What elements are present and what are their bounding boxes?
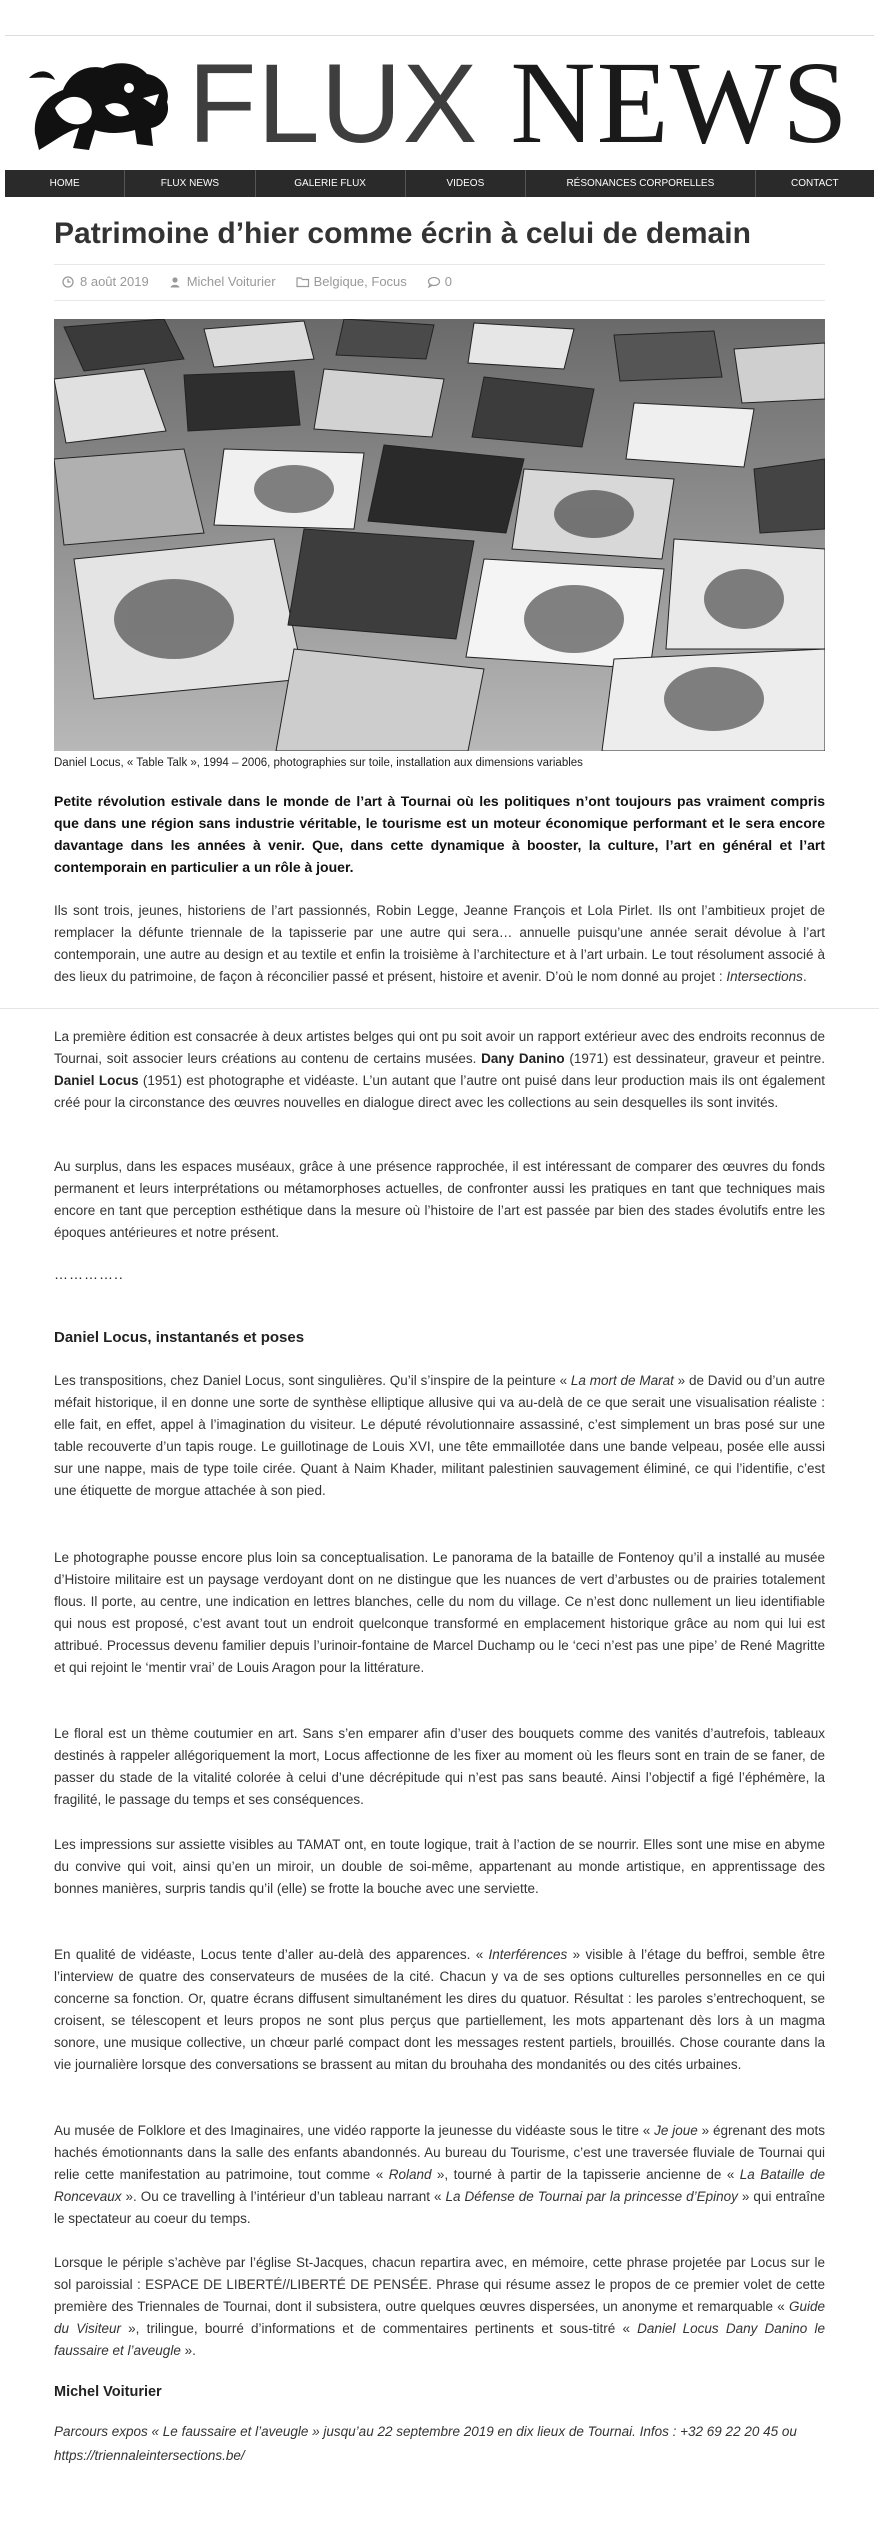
article-date: 8 août 2019 xyxy=(80,274,149,289)
clock-icon xyxy=(62,276,74,288)
paragraph-10: Lorsque le périple s’achève par l’église St-Jacques, chacun repartira avec, en mémoire, cette phrase projetée par Locus sur le sol paroissial : ESPACE DE LIBERTÉ//LIBERTÉ DE PENSÉE. Phrase qui résume assez le propos de ce premier volet de cette première des Triennales de Tournai, dont il subsistera, outre quelques œuvres dispersées, un anonyme et remarquable « Guide du Visiteur », trilingue, bourré d’informations et de commentaires pertinents et sous-titré « Daniel Locus Dany Danino le faussaire et l’aveugle ». xyxy=(54,2255,826,2358)
section-divider xyxy=(0,1008,879,1009)
exhibition-info: Parcours expos « Le faussaire et l’aveugle » jusqu’au 22 septembre 2019 en dix lieux de Tournai. Infos : +32 69 22 20 45 ou https://triennaleintersections.be/ xyxy=(54,2424,797,2463)
nav-item-flux-news[interactable]: FLUX NEWS xyxy=(125,170,255,197)
paragraph-7: Les impressions sur assiette visibles au TAMAT ont, en toute logique, trait à l’action de se nourrir. Elles sont une mise en abyme du convive qui voit, ainsi qu’en un miroir, un double de soi-même, appartenant au monde artistique, en apprentissage des bonnes manières, surpris tandis qu’il (elle) se frotte la bouche avec une serviette. xyxy=(54,1837,825,1896)
brand-news: NEWS xyxy=(510,37,849,168)
title-divider xyxy=(54,264,825,265)
user-icon xyxy=(169,276,181,288)
paragraph-1: Ils sont trois, jeunes, historiens de l’art passionnés, Robin Legge, Jeanne François et Lola Pirlet. Ils ont l’ambitieux projet de remplacer la défunte triennale de la tapisserie par une autre qui sera… annuelle puisqu’une année serait dévolue à l’art contemporain, une autre au design et au textile et enfin la troisième à l’architecture et à l’art urbain. Le tout résolument associé à des lieux du patrimoine, de façon à réconcilier passé et présent, histoire et avenir. D’où le nom donné au projet : Intersections. xyxy=(54,903,825,984)
site-header xyxy=(5,35,874,172)
article-photo xyxy=(54,319,825,751)
nav-item-resonances-corporelles[interactable]: RÉSONANCES CORPORELLES xyxy=(526,170,756,197)
paragraph-2: La première édition est consacrée à deux artistes belges qui ont pu soit avoir un rapport extérieur avec des endroits reconnus de Tournai, soit associer leurs créations au contenu de certains musées. Dany Danino (1971) est dessinateur, graveur et peintre. Daniel Locus (1951) est photographe et vidéaste. L’un autant que l’autre ont puisé dans leur production mais ils ont également créé pour la circonstance des œuvres nouvelles en dialogue direct avec les collections au sein desquelles ils sont invités. xyxy=(54,1029,826,1110)
article-categories[interactable]: Belgique, Focus xyxy=(313,274,407,289)
article-signature: Michel Voiturier xyxy=(54,2384,162,2400)
folder-icon xyxy=(296,276,308,288)
brand-flux: FLUX xyxy=(188,41,479,166)
nav-item-galerie-flux[interactable]: GALERIE FLUX xyxy=(256,170,406,197)
paragraph-6: Le floral est un thème coutumier en art. Sans s’en emparer afin d’user des bouquets comme des vanités d’autrefois, tableaux destinés à rappeler allégoriquement la mort, Locus affectionne de les fixer au moment où les fleurs sont en train de se faner, de passer du stade de la vitalité colorée à celui d’une décrépitude qui n’est pas sans beauté. Ainsi l’objectif a figé l’éphémère, la fragilité, le passage du temps et ses conséquences. xyxy=(54,1726,825,1807)
article-title: Patrimoine d’hier comme écrin à celui de demain xyxy=(54,217,751,250)
nav-item-videos[interactable]: VIDEOS xyxy=(406,170,526,197)
comment-count[interactable]: 0 xyxy=(444,274,453,289)
site-brand[interactable] xyxy=(188,37,849,168)
paragraph-8: En qualité de vidéaste, Locus tente d’aller au-delà des apparences. « Interférences » visible à l’étage du beffroi, semble être l’interview de quatre des conservateurs de musées de la cité. Chacun y va de ses options culturelles personnelles en ce qui concerne sa fonction. Or, quatre écrans diffusent simultanément les dires du quatuor. Résultat : les paroles s’entrechoquent, se croisent, se télescopent et leurs propos ne sont plus perçus que partiellement, les mots appartenant dès lors à un magma sonore, une musique collective, un chœur parlé compact dont les messages restent partiels, brouillés. Chose courante dans la vie journalière lorsque des conversations se brassent au mitan du brouhaha des mondanités ou des cités urbaines. xyxy=(54,1947,825,2072)
article-lead: Petite révolution estivale dans le monde de l’art à Tournai où les politiques n’ont toujours pas vraiment compris que dans une région sans industrie véritable, le tourisme est un moteur économique performant et le sera encore davantage dans les années à venir. Que, dans cette dynamique à booster, la culture, l’art en général et l’art contemporain en particulier a un rôle à jouer. xyxy=(54,793,825,875)
main-nav xyxy=(5,170,874,197)
paragraph-3: Au surplus, dans les espaces muséaux, grâce à une présence rapprochée, il est intéressant de comparer des œuvres du fonds permanent et leurs interprétations ou métamorphoses actuelles, de confronter aussi les pratiques en tant que techniques mais encore en tant que perception esthétique dans la mesure où l’histoire de l’art est passée par bien des stades évolutifs entre les époques antérieures et notre présent. xyxy=(54,1159,825,1240)
article-author[interactable]: Michel Voiturier xyxy=(186,274,276,289)
paragraph-5: Le photographe pousse encore plus loin sa conceptualisation. Le panorama de la bataille de Fontenoy qu’il a installé au musée d’Histoire militaire est un paysage verdoyant dont on ne distingue que les nuances de vert d’arbustes ou de prairies totalement flous. Il porte, au centre, une indication en lettres blanches, celle du nom du village. Ce n’est donc nullement un lieu identifiable qui nous est proposé, c’est avant tout un endroit quelconque transformé en emplacement historique grâce au nom qui lui est attribué. Processus devenu familier depuis l’urinoir-fontaine de Marcel Duchamp ou le ‘ceci n’est pas une pipe’ de René Magritte et qui rejoint le ‘mentir vrai’ de Louis Aragon pour la littérature. xyxy=(54,1550,825,1675)
lion-logo-icon[interactable] xyxy=(25,54,175,158)
separator-dots: ………….. xyxy=(54,1266,124,1282)
photo-caption: Daniel Locus, « Table Talk », 1994 – 2006, photographies sur toile, installation aux dimensions variables xyxy=(54,757,583,769)
comment-icon xyxy=(427,276,439,288)
nav-item-contact[interactable]: CONTACT xyxy=(791,178,839,189)
article-meta xyxy=(62,274,452,289)
paragraph-4: Les transpositions, chez Daniel Locus, sont singulières. Qu’il s’inspire de la peinture « La mort de Marat » de David ou d’un autre méfait historique, il en donne une sorte de synthèse elliptique allusive qui va au-delà de ce que serait une visualisation réaliste : elle fait, en effet, appel à l’imagination du visiteur. Le député révolutionnaire assassiné, c’est simplement un bras posé sur une table recouverte d’un tapis rouge. Le guillotinage de Louis XVI, une tête emmaillotée dans une bande velpeau, posée elle aussi sur une nappe, mais de type toile cirée. Quant à Naim Khader, militant palestinien sauvagement éliminé, ce qui l’identifie, c’est une étiquette de morgue attachée à son pied. xyxy=(54,1373,825,1498)
meta-divider xyxy=(54,300,825,301)
paragraph-9: Au musée de Folklore et des Imaginaires, une vidéo rapporte la jeunesse du vidéaste sous le titre « Je joue » égrenant des mots hachés émotionnants dans la salle des enfants abandonnés. Au bureau du Tourisme, c’est une traversée fluviale de Tournai qui relie cette manifestation au patrimoine, tout comme « Roland », tourné à partir de la tapisserie ancienne de « La Bataille de Roncevaux ». Ou ce travelling à l’intérieur d’un tableau narrant « La Défense de Tournai par la princesse d’Epinoy » qui entraîne le spectateur au coeur du temps. xyxy=(54,2123,826,2226)
section-heading: Daniel Locus, instantanés et poses xyxy=(54,1329,305,1346)
nav-item-home[interactable]: HOME xyxy=(5,170,125,197)
